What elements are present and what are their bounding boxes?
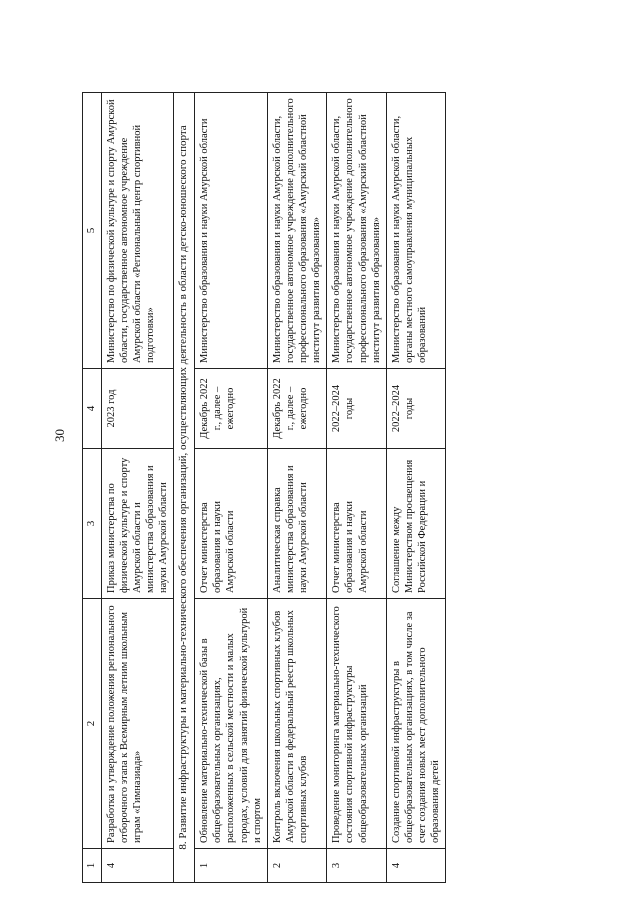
row-number: 3 (327, 849, 387, 883)
activity-cell: Проведение мониторинга материально-технического состояния спортивной инфраструктуры общеобразовательных организаций (327, 599, 387, 849)
deadline-cell: Декабрь 2022 г., далее – ежегодно (195, 369, 268, 449)
deadline-cell: 2022–2024 годы (327, 369, 387, 449)
responsible-cell: Министерство образования и науки Амурской области, органы местного самоуправления муниципальных образований (386, 93, 446, 369)
row-number: 1 (195, 849, 268, 883)
result-cell: Отчет министерства образования и науки Амурской области (327, 449, 387, 599)
activity-cell: Обновление материально-технической базы в общеобразовательных организациях, расположенных в сельской местности и малых городах, условий для занятий физической культурой и спортом (195, 599, 268, 849)
deadline-cell: 2023 год (101, 369, 174, 449)
row-number: 2 (267, 849, 327, 883)
result-cell: Приказ министерства по физической культуре и спорту Амурской области и министерства образования и науки Амурской области (101, 449, 174, 599)
table-row (101, 93, 174, 883)
activity-cell: Разработка и утверждение положения регионального отборочного этапа к Всемирным летним школьным играм «Гимназиада» (101, 599, 174, 849)
deadline-cell: Декабрь 2022 г., далее – ежегодно (267, 369, 327, 449)
activities-table (82, 92, 446, 883)
row-number: 4 (101, 849, 174, 883)
header-cell-4: 4 (83, 369, 102, 449)
header-row (83, 93, 102, 883)
result-cell: Соглашение между Министерством просвещения Российской Федерации и (386, 449, 446, 599)
deadline-cell: 2022–2024 годы (386, 369, 446, 449)
responsible-cell: Министерство образования и науки Амурской области, государственное автономное учреждение дополнительного профессионального образования «Амурский областной институт развития образования» (327, 93, 387, 369)
plan-table-sheet (82, 93, 582, 883)
header-cell-2: 2 (83, 599, 102, 849)
row-number: 4 (386, 849, 446, 883)
responsible-cell: Министерство образования и науки Амурской области (195, 93, 268, 369)
header-cell-1: 1 (83, 849, 102, 883)
responsible-cell: Министерство образования и науки Амурской области, государственное автономное учреждение дополнительного профессионального образования «Амурский областной институт развития образования» (267, 93, 327, 369)
page-number: 30 (52, 429, 67, 442)
section-row (174, 93, 195, 883)
result-cell: Отчет министерства образования и науки Амурской области (195, 449, 268, 599)
responsible-cell: Министерство по физической культуре и спорту Амурской области, государственное автономное учреждение Амурской области «Региональный центр спортивной подготовки» (101, 93, 174, 369)
table-row (327, 93, 387, 883)
table-row (267, 93, 327, 883)
section-title: 8. Развитие инфраструктуры и материально-технического обеспечения организаций, осуществляющих деятельность в области детско-юношеского спорта (174, 93, 195, 883)
table-row (195, 93, 268, 883)
table-row (386, 93, 446, 883)
result-cell: Аналитическая справка министерства образования и науки Амурской области (267, 449, 327, 599)
header-cell-3: 3 (83, 449, 102, 599)
header-cell-5: 5 (83, 93, 102, 369)
activity-cell: Контроль включения школьных спортивных клубов Амурской области в федеральный реестр школьных спортивных клубов (267, 599, 327, 849)
activity-cell: Создание спортивной инфраструктуры в общеобразовательных организациях, в том числе за счет создания новых мест дополнительного образования детей (386, 599, 446, 849)
